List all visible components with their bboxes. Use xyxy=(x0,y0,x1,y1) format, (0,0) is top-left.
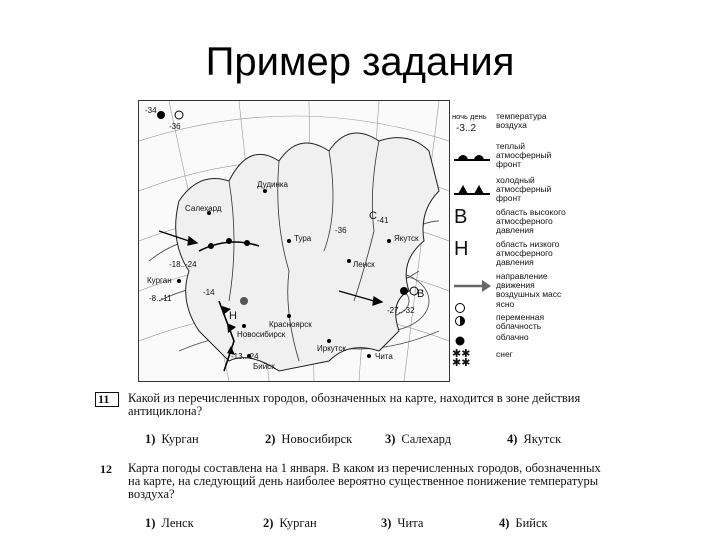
map-label-dudinka: Дудинка xyxy=(257,180,289,189)
map-label-yakutsk: Якутск xyxy=(394,234,419,243)
map-label-kurgan: Курган xyxy=(147,276,172,285)
map-pressure-high: С xyxy=(369,210,377,222)
map-label-krasnoyarsk: Красноярск xyxy=(269,320,312,329)
map-label-temp: -27..-32 xyxy=(387,306,415,315)
high-pressure-icon: В xyxy=(454,206,468,228)
option-1[interactable] xyxy=(145,432,199,447)
legend-text: область низкого атмосферного давления xyxy=(496,239,560,267)
option-number: 1) xyxy=(145,516,156,530)
legend-text: ясно xyxy=(496,299,515,309)
map-label-biysk: Бийск xyxy=(253,362,275,371)
option-number: 4) xyxy=(507,432,518,446)
question-number: 12 xyxy=(100,462,112,476)
map-label-temp: -41 xyxy=(377,216,389,225)
city-dot-yakutsk xyxy=(387,239,391,243)
option-label: Новосибирск xyxy=(281,432,353,446)
map-label-temp: -36 xyxy=(335,226,347,235)
option-number: 4) xyxy=(499,516,510,530)
legend-text: направление движения воздушных масс xyxy=(496,271,562,299)
option-label: Якутск xyxy=(523,432,562,446)
warm-front-icon xyxy=(452,142,492,170)
option-number: 3) xyxy=(381,516,392,530)
question-text: Какой из перечисленных городов, обозначенных на карте, находится в зоне действия антициклона? xyxy=(128,391,581,418)
map-label-novosibirsk: Новосибирск xyxy=(237,330,286,339)
option-4[interactable] xyxy=(499,516,548,531)
option-label: Ленск xyxy=(161,516,194,530)
legend-text: область высокого атмосферного давления xyxy=(496,207,566,235)
map-pressure-high: В xyxy=(417,288,425,300)
option-label: Бийск xyxy=(515,516,548,530)
weather-map xyxy=(138,100,450,382)
map-pressure-low: Н xyxy=(229,310,237,322)
map-label-iso: -34 xyxy=(145,106,157,115)
option-number: 2) xyxy=(263,516,274,530)
map-legend xyxy=(452,112,567,377)
snow-icon: ✱✱ ✱✱ xyxy=(452,348,471,369)
option-number: 1) xyxy=(145,432,156,446)
legend-temp-sample: -3..2 xyxy=(456,123,477,134)
option-label: Чита xyxy=(397,516,424,530)
map-label-temp: -14 xyxy=(203,288,215,297)
option-1[interactable] xyxy=(145,516,194,531)
map-label-chita: Чита xyxy=(375,352,393,361)
option-2[interactable] xyxy=(263,516,317,531)
legend-text: снег xyxy=(496,349,513,359)
option-label: Салехард xyxy=(401,432,452,446)
map-label-lensk: Ленск xyxy=(353,260,375,269)
option-number: 2) xyxy=(265,432,276,446)
city-dot-krasnoyarsk xyxy=(287,314,291,318)
cold-front-icon xyxy=(452,176,492,204)
question-text: Карта погоды составлена на 1 января. В каком из перечисленных городов, обозначенных на карте, на следующий день наиболее вероятно существенное понижение температуры воздуха? xyxy=(128,461,601,501)
question-12 xyxy=(95,462,615,534)
map-label-temp: -8..-11 xyxy=(149,294,172,303)
legend-text: теплый атмосферный фронт xyxy=(496,141,552,169)
low-pressure-icon: Н xyxy=(454,238,469,260)
legend-text: переменная облачность xyxy=(496,312,545,331)
legend-text: температура воздуха xyxy=(496,111,547,130)
option-number: 3) xyxy=(385,432,396,446)
city-dot-irkutsk xyxy=(327,339,331,343)
city-dot-dudinka xyxy=(263,189,267,193)
option-3[interactable] xyxy=(385,432,451,447)
question-number: 11 xyxy=(98,392,110,406)
option-4[interactable] xyxy=(507,432,561,447)
map-label-temp: -13..-24 xyxy=(231,352,259,361)
city-dot-kurgan xyxy=(177,279,181,283)
map-label-salekhard: Салехард xyxy=(185,204,222,213)
city-dot-chita xyxy=(367,354,371,358)
legend-day-night: ночь день xyxy=(452,112,487,121)
question-11 xyxy=(95,392,615,452)
wind-arrow-icon xyxy=(452,272,492,300)
option-2[interactable] xyxy=(265,432,352,447)
slide-title: Пример задания xyxy=(205,40,515,84)
city-dot-novosibirsk xyxy=(242,324,246,328)
option-label: Курган xyxy=(279,516,317,530)
option-3[interactable] xyxy=(381,516,423,531)
city-dot-lensk xyxy=(347,259,351,263)
legend-text: холодный атмосферный фронт xyxy=(496,175,552,203)
map-label-irkutsk: Иркутск xyxy=(317,344,346,353)
map-label-temp: -18..-24 xyxy=(169,260,197,269)
legend-text: облачно xyxy=(496,332,529,342)
legend-symbol-temperature xyxy=(452,112,492,140)
map-label-tura: Тура xyxy=(294,234,312,243)
city-dot-tura xyxy=(287,239,291,243)
map-label-iso: -36 xyxy=(169,122,181,131)
option-label: Курган xyxy=(161,432,199,446)
